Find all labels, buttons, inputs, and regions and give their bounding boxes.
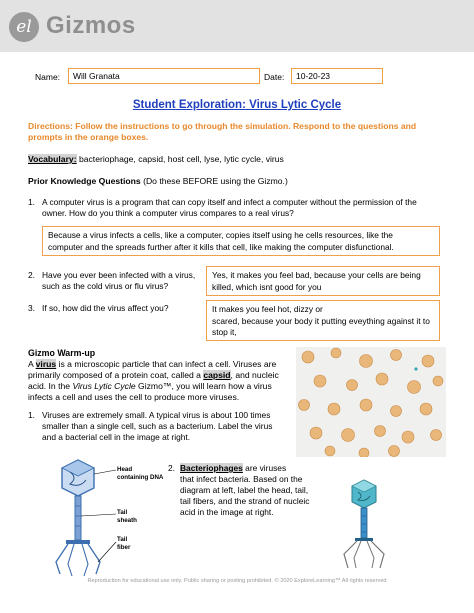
name-label: Name: [35, 72, 61, 82]
warmup-text: Gizmo™, you will learn how a virus [135, 381, 272, 391]
warmup-line-1 [28, 359, 296, 370]
question-2-line-2: such as the cold virus or flu virus? [42, 281, 169, 291]
answer-3-line-1: It makes you feel hot, dizzy or [212, 304, 323, 314]
answer-1-line-1: Because a virus infects a cells, like a computer, copies itself using he cells resources, like the [48, 230, 393, 240]
tail-fiber-label-line-2: fiber [117, 543, 131, 551]
answer-1-line-2: computer and the spreads further after it kills that cell, like making the computer disfunctional. [48, 241, 394, 252]
warmup-line-4: infects a cell and uses the cell to produce more viruses. [28, 392, 240, 402]
answer-3-line-3: stop it, [212, 327, 237, 337]
gizmo-name: Virus Lytic Cycle [72, 381, 136, 391]
question-1-line-1: A computer virus is a program that can copy itself and infect a computer without the permission of the [42, 197, 417, 207]
warmup-text: are viruses [242, 463, 287, 473]
tail-sheath-label [117, 509, 137, 524]
question-1-line-2: owner. How do you think a computer virus compares to a real virus? [42, 208, 294, 218]
vocabulary-label: Vocabulary: [28, 154, 77, 164]
prior-knowledge-note: (Do these BEFORE using the Gizmo.) [140, 176, 288, 186]
warmup-question-1 [28, 410, 296, 446]
warmup-question-2-line-4: tail fibers, and the strand of nucleic [180, 496, 310, 506]
warmup-text: primarily composed of a protein coat, called a [28, 370, 204, 380]
head-label [117, 466, 163, 481]
gizmos-header-bar [0, 0, 474, 52]
warmup-text: is a microscopic particle that can infect a cell. Viruses are [56, 359, 277, 369]
head-label-line-1: Head [117, 466, 133, 473]
gizmos-logo-text: Gizmos [46, 12, 136, 39]
answer-2-line-1: Yes, it makes you feel bad, because your cells are being [212, 270, 421, 280]
date-label: Date: [264, 72, 285, 82]
page-title: Student Exploration: Virus Lytic Cycle [132, 99, 342, 111]
warmup-text: , and nucleic [230, 370, 279, 380]
question-3 [28, 303, 203, 315]
prior-knowledge-heading [28, 176, 288, 187]
answer-2-line-2: killed, which isnt good for you [212, 281, 322, 292]
head-label-line-2: containing DNA [117, 473, 164, 481]
warmup-question-2-line-1 [180, 463, 286, 474]
copyright-footer: Reproduction for educational use only. Public sharing or posting prohibited. © 2020 ExploreLearning™ All rights reserved [87, 578, 387, 584]
warmup-text: A [28, 359, 36, 369]
date-field[interactable]: 10-20-23 [291, 68, 383, 84]
warmup-question-2-line-2: that infect bacteria. Based on the [180, 474, 303, 484]
gizmos-logo-icon: el [9, 12, 39, 42]
warmup-question-1-number: 1. [28, 410, 35, 420]
answer-3-line-2: scared, because your body it putting eveything against it to [212, 315, 430, 326]
capsid-term: capsid [203, 370, 231, 380]
warmup-title: Gizmo Warm-up [28, 348, 96, 358]
vocabulary-line [28, 154, 284, 165]
answer-box-3[interactable] [206, 300, 440, 341]
warmup-question-2-line-5: acid in the image at right. [180, 507, 274, 517]
warmup-paragraph [28, 359, 296, 403]
vocabulary-terms: bacteriophage, capsid, host cell, lyse, lytic cycle, virus [76, 154, 284, 164]
question-2-line-1: Have you ever been infected with a virus, [42, 270, 196, 280]
tail-fiber-label-line-1: Tail [117, 536, 128, 543]
name-field[interactable]: Will Granata [68, 68, 260, 84]
tail-sheath-label-line-1: Tail [117, 509, 128, 516]
virus-term: virus [35, 359, 57, 369]
warmup-question-1-line-1: Viruses are extremely small. A typical virus is about 100 times [42, 410, 271, 420]
warmup-question-2-number: 2. [168, 463, 175, 473]
bacteria-image [296, 347, 446, 457]
question-1 [28, 197, 458, 221]
tail-fiber-label [117, 536, 130, 551]
warmup-line-2 [28, 370, 296, 381]
bacteriophages-term: Bacteriophages [180, 463, 243, 473]
warmup-text: acid. In the [28, 381, 73, 391]
directions-text: Directions: Follow the instructions to go through the simulation. Respond to the questions and prompts in the orange boxes. [28, 121, 417, 142]
warmup-question-2 [168, 463, 338, 521]
answer-box-1[interactable] [42, 226, 440, 256]
question-1-number: 1. [28, 197, 35, 207]
question-3-line-1: If so, how did the virus affect you? [42, 303, 169, 313]
question-3-number: 3. [28, 303, 35, 313]
bacteriophage-image [338, 478, 398, 570]
warmup-question-2-line-3: diagram at left, label the head, tail, [180, 485, 309, 495]
warmup-question-1-line-2: smaller than a single cell, such as a bacterium. Label the virus [42, 421, 273, 431]
question-2 [28, 270, 203, 294]
answer-box-2[interactable] [206, 266, 440, 296]
tail-sheath-label-line-2: sheath [117, 516, 137, 524]
prior-knowledge-title: Prior Knowledge Questions [28, 176, 141, 186]
question-2-number: 2. [28, 270, 35, 280]
warmup-question-1-line-3: and a bacterial cell in the image at right. [42, 432, 191, 442]
warmup-line-3 [28, 381, 296, 392]
